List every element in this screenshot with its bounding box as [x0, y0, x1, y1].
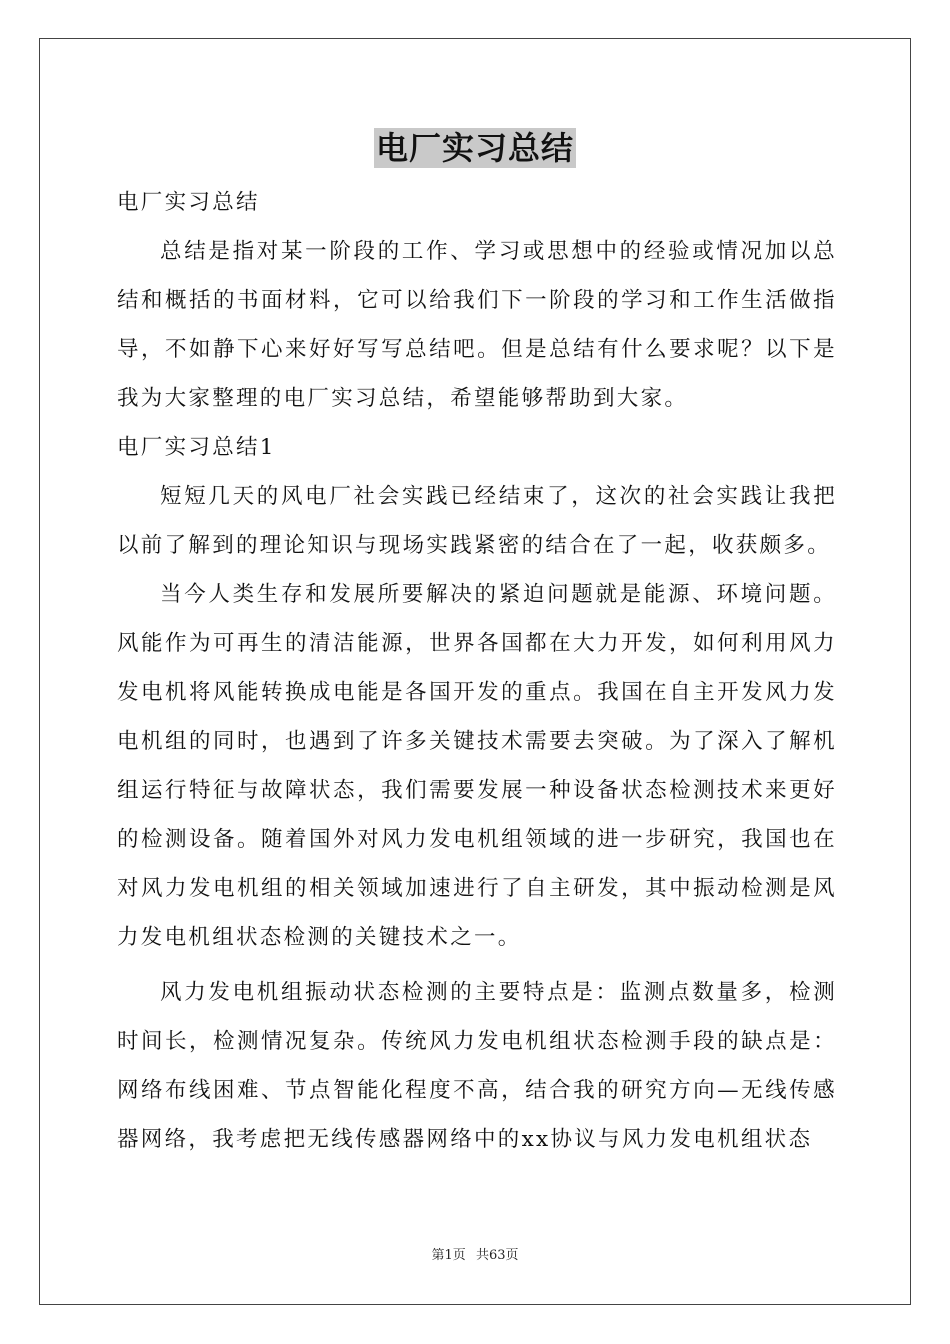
intro-paragraph: 总结是指对某一阶段的工作、学习或思想中的经验或情况加以总结和概括的书面材料，它可以给我们下一阶段的学习和工作生活做指导，不如静下心来好好写写总结吧。但是总结有什么要求呢？以下是我为大家整理的电厂实习总结，希望能够帮助到大家。 — [117, 239, 837, 411]
total-pages: 共63页 — [475, 1248, 519, 1263]
title-area — [0, 128, 950, 168]
section-heading: 电厂实习总结1 — [117, 435, 276, 460]
body-paragraph: 风力发电机组振动状态检测的主要特点是：监测点数量多，检测时间长，检测情况复杂。传统风力发电机组状态检测手段的缺点是：网络布线困难、节点智能化程度不高，结合我的研究方向—无线传感器网络，我考虑把无线传感器网络中的xx协议与风力发电机组状态 — [117, 980, 837, 1152]
page-number: 第1页 — [431, 1248, 466, 1263]
body-paragraph: 短短几天的风电厂社会实践已经结束了，这次的社会实践让我把以前了解到的理论知识与现场实践紧密的结合在了一起，收获颇多。 — [117, 484, 837, 558]
subheading: 电厂实习总结 — [117, 190, 260, 215]
document-title: 电厂实习总结 — [375, 129, 574, 167]
body-paragraph: 当今人类生存和发展所要解决的紧迫问题就是能源、环境问题。风能作为可再生的清洁能源，世界各国都在大力开发，如何利用风力发电机将风能转换成电能是各国开发的重点。我国在自主开发风力发电机组的同时，也遇到了许多关键技术需要去突破。为了深入了解机组运行特征与故障状态，我们需要发展一种设备状态检测技术来更好的检测设备。随着国外对风力发电机组领域的进一步研究，我国也在对风力发电机组的相关领域加速进行了自主研发，其中振动检测是风力发电机组状态检测的关键技术之一。 — [117, 582, 837, 950]
page-footer — [0, 1247, 950, 1265]
document-body — [117, 178, 837, 1164]
